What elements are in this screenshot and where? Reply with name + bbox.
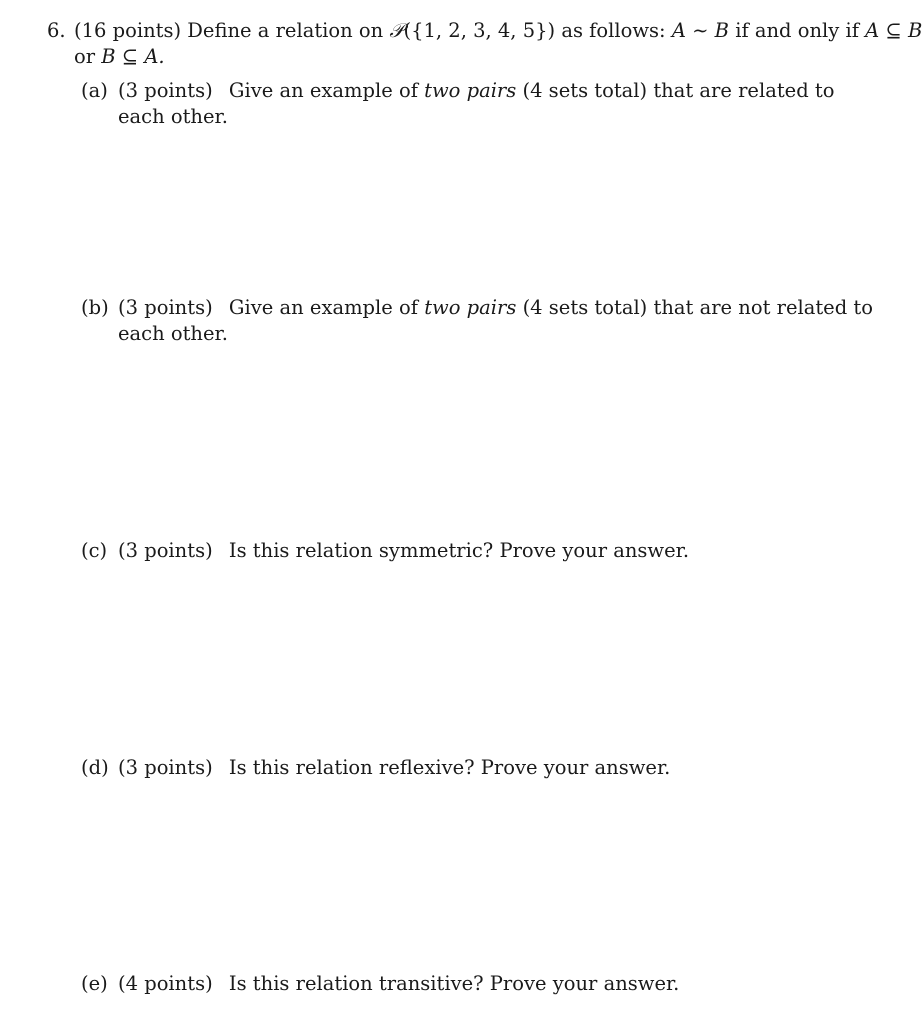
part-points: (3 points) — [118, 296, 213, 319]
part-label: (e) — [81, 972, 108, 995]
part-label: (b) — [81, 296, 109, 319]
part-points: (3 points) — [118, 539, 213, 562]
condition-one: A ⊆ B — [865, 19, 922, 42]
or-text: or — [74, 45, 96, 68]
part-label: (a) — [81, 79, 108, 102]
problem-intro: Define a relation on — [187, 19, 384, 42]
part-question — [118, 295, 873, 347]
part-points: (3 points) — [118, 79, 213, 102]
part-c — [81, 538, 873, 564]
question-emphasis: two pairs — [424, 79, 517, 102]
question-text: Give an example of — [228, 79, 418, 102]
part-question — [118, 538, 873, 564]
part-b — [81, 295, 873, 347]
part-a — [81, 78, 873, 130]
part-label: (d) — [81, 756, 109, 779]
question-text: Give an example of — [228, 296, 418, 319]
power-set-argument: ({1, 2, 3, 4, 5}) — [403, 19, 556, 42]
problem-number: 6. — [47, 19, 66, 42]
question-text: Is this relation transitive? Prove your answer. — [228, 972, 680, 995]
question-emphasis: two pairs — [424, 296, 517, 319]
condition-two: B ⊆ A. — [101, 45, 165, 68]
part-e — [81, 971, 873, 997]
question-text-end: (4 sets total) that are related to each other. — [118, 79, 835, 128]
part-points: (3 points) — [118, 756, 213, 779]
iff-text: if and only if — [735, 19, 859, 42]
question-text-end: (4 sets total) that are not related to each other. — [118, 296, 873, 345]
part-question — [118, 971, 873, 997]
as-follows-text: as follows: — [561, 19, 666, 42]
part-label: (c) — [81, 539, 108, 562]
question-text: Is this relation symmetric? Prove your answer. — [228, 539, 690, 562]
part-points: (4 points) — [118, 972, 213, 995]
power-set-symbol: 𝒫 — [389, 19, 404, 42]
part-question — [118, 755, 873, 781]
problem-statement — [74, 18, 922, 70]
problem-points: (16 points) — [74, 19, 182, 42]
relation-rhs: B — [714, 19, 729, 42]
part-d — [81, 755, 873, 781]
relation-lhs: A — [671, 19, 686, 42]
part-question — [118, 78, 873, 130]
problem-6 — [47, 18, 922, 70]
relation-symbol: ∼ — [692, 19, 709, 42]
question-text: Is this relation reflexive? Prove your answer. — [228, 756, 671, 779]
